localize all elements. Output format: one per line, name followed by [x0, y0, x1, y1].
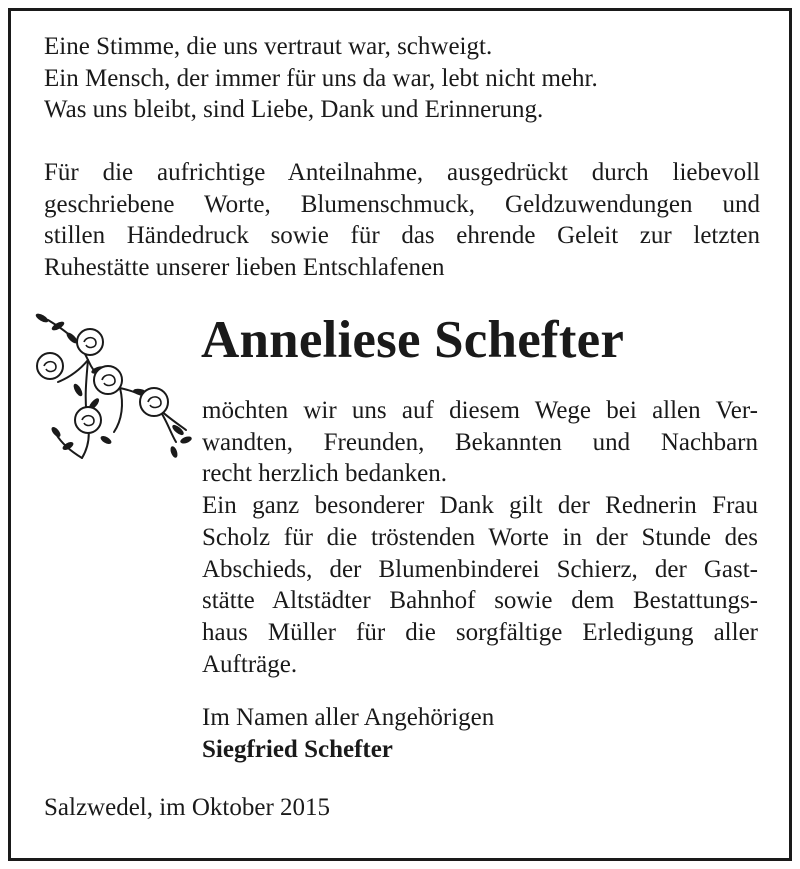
rose-branch-icon [28, 312, 193, 467]
place-date: Salzwedel, im Oktober 2015 [44, 794, 331, 821]
body-line: möchten wir uns auf diesem Wege bei allen Ver- [202, 397, 758, 424]
poem-line: Ein Mensch, der immer für uns da war, lebt nicht mehr. [44, 64, 598, 92]
signature-block [202, 702, 494, 765]
body-paragraph [202, 395, 758, 680]
signature-intro: Im Namen aller Angehörigen [202, 704, 495, 731]
intro-line: Ruhestätte unserer lieben Entschlafenen [44, 254, 445, 282]
poem-line: Eine Stimme, die uns vertraut war, schweigt. [44, 33, 493, 60]
intro-line: stillen Händedruck sowie für das ehrende Geleit zur letzten [44, 222, 760, 250]
intro-line: geschriebene Worte, Blumenschmuck, Geldzuwendungen und [44, 190, 760, 218]
deceased-name: Anneliese Schefter [201, 311, 625, 369]
body-line: Aufträge. [202, 650, 298, 678]
body-line: wandten, Freunden, Bekannten und Nachbarn [202, 428, 758, 456]
intro-paragraph [44, 157, 760, 284]
poem-line: Was uns bleibt, sind Liebe, Dank und Erinnerung. [44, 96, 544, 124]
body-line: haus Müller für die sorgfältige Erledigung aller [202, 618, 758, 646]
body-line: Scholz für die tröstenden Worte in der Stunde des [202, 523, 758, 551]
intro-line: Für die aufrichtige Anteilnahme, ausgedrückt durch liebevoll [44, 159, 760, 186]
poem [44, 31, 764, 126]
body-line: Ein ganz besonderer Dank gilt der Rednerin Frau [202, 492, 758, 520]
body-line: stätte Altstädter Bahnhof sowie dem Bestattungs- [202, 587, 758, 615]
signer-name: Siegfried Schefter [202, 735, 393, 763]
body-line: Abschieds, der Blumenbinderei Schierz, der Gast- [202, 555, 758, 583]
body-line: recht herzlich bedanken. [202, 460, 448, 488]
